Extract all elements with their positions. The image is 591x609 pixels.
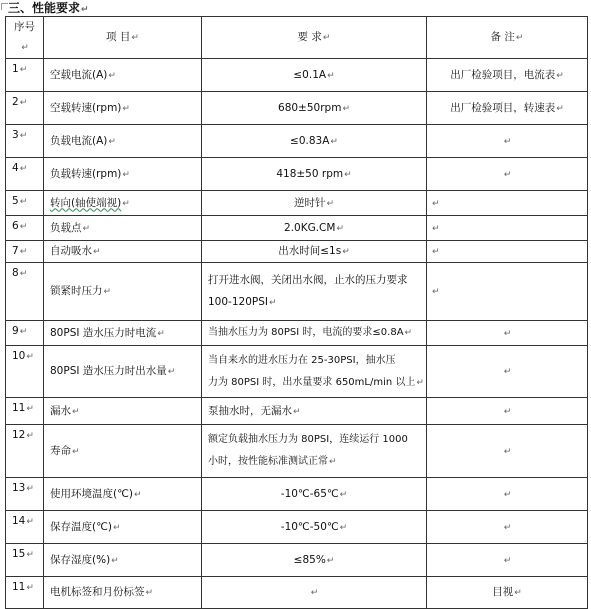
row-number: 8↵: [6, 263, 44, 321]
row-number: 2↵: [6, 92, 44, 125]
row-requirement: 680±50rpm↵: [202, 92, 427, 125]
row-requirement: 逆时针↵: [202, 191, 427, 216]
row-item: 转向(轴使端视)↵: [44, 191, 202, 216]
table-row: [6, 216, 588, 241]
row-number: 10↵: [6, 346, 44, 398]
row-note: 目视↵: [427, 577, 588, 609]
row-requirement: 额定负载抽水压力为 80PSI，连续运行 1000 小时，按性能标准测试正常↵: [202, 425, 427, 478]
row-number: 3↵: [6, 125, 44, 158]
row-item: 锁紧时压力↵: [44, 263, 202, 321]
row-requirement: ↵: [202, 577, 427, 609]
row-number: 6↵: [6, 216, 44, 241]
row-requirement: 当抽水压力为 80PSI 时，电流的要求≤0.8A↵: [202, 321, 427, 346]
row-note: ↵: [427, 346, 588, 398]
row-requirement: -10℃-50℃↵: [202, 511, 427, 544]
table-row: [6, 241, 588, 263]
header-item: 项 目↵: [44, 17, 202, 59]
table-row: [6, 511, 588, 544]
row-number: 5↵: [6, 191, 44, 216]
row-number: 11↵: [6, 398, 44, 425]
table-row: [6, 125, 588, 158]
row-requirement: -10℃-65℃↵: [202, 478, 427, 511]
row-requirement: 418±50 rpm↵: [202, 158, 427, 191]
row-note: ↵: [427, 478, 588, 511]
row-note: ↵: [427, 191, 588, 216]
row-item: 保存湿度(%)↵: [44, 544, 202, 577]
row-requirement: 出水时间≤1s↵: [202, 241, 427, 263]
row-item: 80PSI 造水压力时电流↵: [44, 321, 202, 346]
table-row: [6, 478, 588, 511]
table-row: [6, 425, 588, 478]
row-requirement: ≤0.83A↵: [202, 125, 427, 158]
row-note: 出厂检验项目，电流表↵: [427, 59, 588, 92]
row-item: 自动吸水↵: [44, 241, 202, 263]
row-number: 1↵: [6, 59, 44, 92]
row-number: 15↵: [6, 544, 44, 577]
table-row: [6, 398, 588, 425]
header-no: 序号↵: [6, 17, 44, 59]
row-note: ↵: [427, 425, 588, 478]
performance-table: [5, 16, 588, 609]
row-note: ↵: [427, 216, 588, 241]
table-row: [6, 263, 588, 321]
row-number: 7↵: [6, 241, 44, 263]
row-requirement: 泵抽水时，无漏水↵: [202, 398, 427, 425]
table-row: [6, 92, 588, 125]
row-note: ↵: [427, 125, 588, 158]
row-item: 负载电流(A)↵: [44, 125, 202, 158]
row-item: 保存温度(℃)↵: [44, 511, 202, 544]
row-note: ↵: [427, 263, 588, 321]
row-note: ↵: [427, 544, 588, 577]
row-requirement: 打开进水阀，关闭出水阀，止水的压力要求 100-120PSI↵: [202, 263, 427, 321]
row-note: ↵: [427, 158, 588, 191]
row-note: ↵: [427, 511, 588, 544]
table-row: [6, 191, 588, 216]
header-note: 备 注↵: [427, 17, 588, 59]
table-row: [6, 544, 588, 577]
paragraph-corner-mark: [1, 3, 8, 10]
row-requirement: ≤85%↵: [202, 544, 427, 577]
row-requirement: 2.0KG.CM↵: [202, 216, 427, 241]
table-row: [6, 158, 588, 191]
row-item: 空载转速(rpm)↵: [44, 92, 202, 125]
row-note: 出厂检验项目，转速表↵: [427, 92, 588, 125]
row-requirement: 当自来水的进水压力在 25-30PSI，抽水压 力为 80PSI 时，出水量要求 650mL/min 以上↵: [202, 346, 427, 398]
row-item: 负载转速(rpm)↵: [44, 158, 202, 191]
row-number: 9↵: [6, 321, 44, 346]
row-item: 使用环境温度(℃)↵: [44, 478, 202, 511]
row-note: ↵: [427, 241, 588, 263]
row-number: 12↵: [6, 425, 44, 478]
row-note: ↵: [427, 321, 588, 346]
section-title: 三、性能要求↵: [8, 1, 89, 15]
row-number: 4↵: [6, 158, 44, 191]
table-row: [6, 321, 588, 346]
row-item: 负载点↵: [44, 216, 202, 241]
table-row: [6, 59, 588, 92]
row-note: ↵: [427, 398, 588, 425]
row-item: 空载电流(A)↵: [44, 59, 202, 92]
row-number: 11↵: [6, 577, 44, 609]
table-row: [6, 577, 588, 609]
row-item: 寿命↵: [44, 425, 202, 478]
header-requirement: 要 求↵: [202, 17, 427, 59]
row-item: 漏水↵: [44, 398, 202, 425]
row-item: 80PSI 造水压力时出水量↵: [44, 346, 202, 398]
row-requirement: ≤0.1A↵: [202, 59, 427, 92]
table-header-row: [6, 17, 588, 59]
row-item: 电机标签和月份标签↵: [44, 577, 202, 609]
row-number: 13↵: [6, 478, 44, 511]
row-number: 14↵: [6, 511, 44, 544]
table-row: [6, 346, 588, 398]
